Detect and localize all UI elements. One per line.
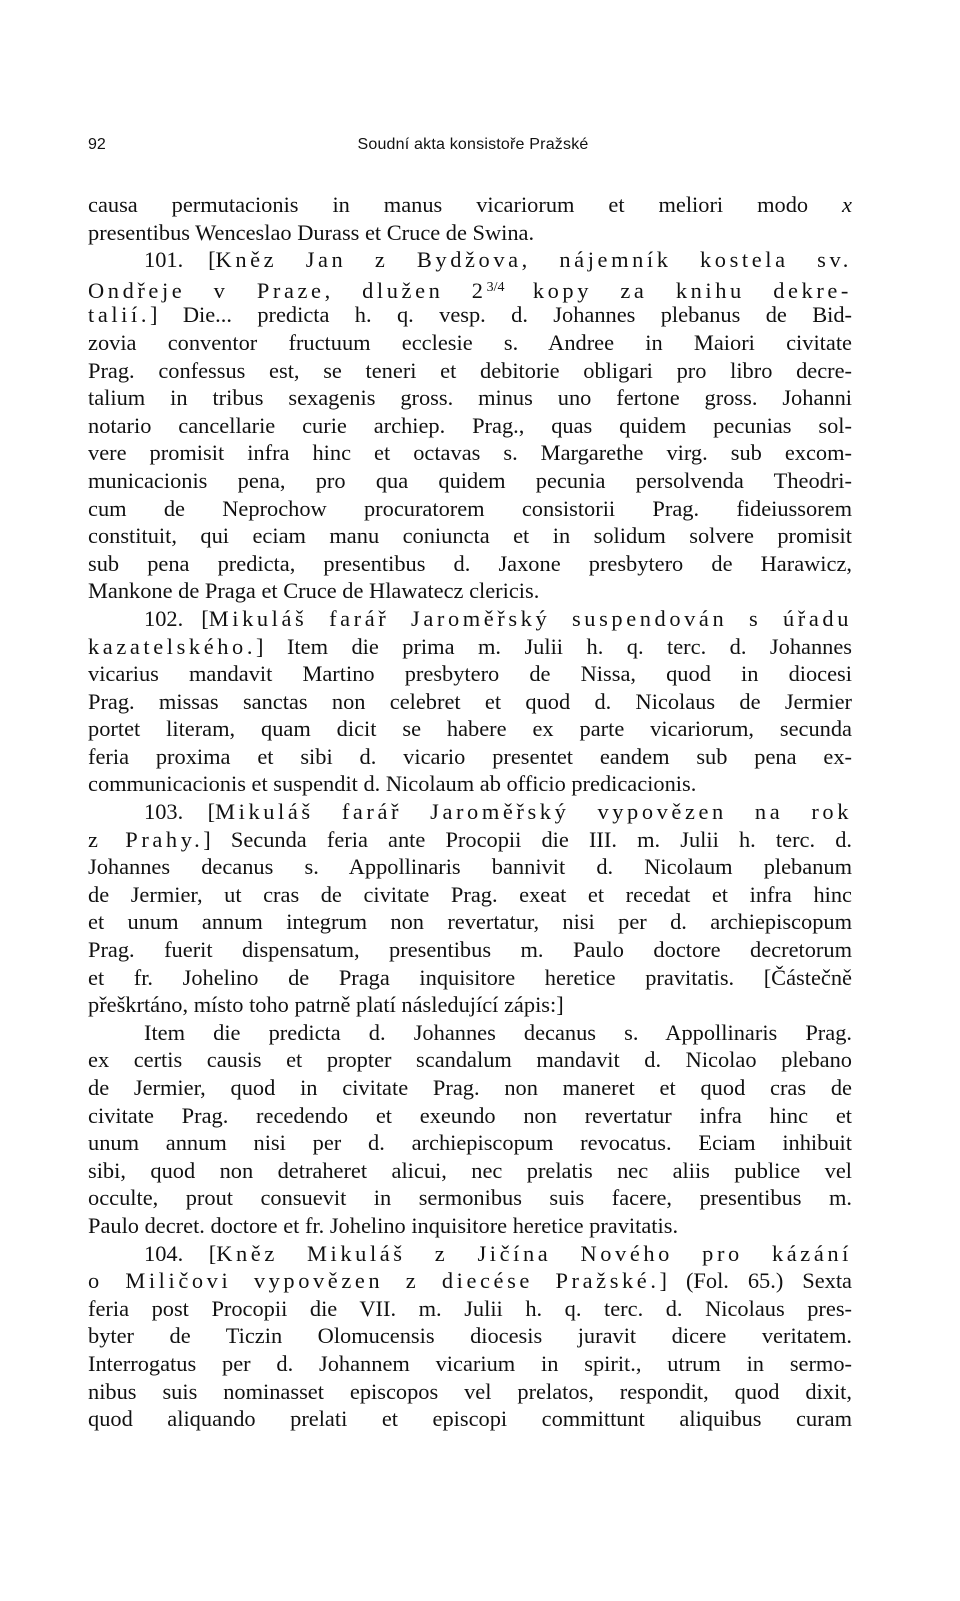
text-line: occulte, prout consuevit in sermonibus suis facere, presentibus m. xyxy=(88,1185,852,1211)
text-line: cum de Neprochow procuratorem consistorii Prag. fideiussorem xyxy=(88,495,852,521)
page-header xyxy=(88,136,858,162)
text-line: de Jermier, ut cras de civitate Prag. exeat et recedat et infra hinc xyxy=(88,881,852,907)
text-line: Ondřeje v Praze, dlužen $2^{3/4}$ kopy za knihu dekre- xyxy=(88,277,852,303)
text-line: sibi, quod non detraheret alicui, nec prelatis nec aliis publice vel xyxy=(88,1157,852,1183)
text-line: civitate Prag. recedendo et exeundo non revertatur infra hinc et xyxy=(88,1102,852,1128)
text-line: talium in tribus sexagenis gross. minus uno fertone gross. Johanni xyxy=(88,385,852,411)
text-line: z Prahy.] Secunda feria ante Procopii die III. m. Julii h. terc. d. xyxy=(88,826,852,852)
text-line: o Miličovi vypovězen z diecése Pražské.] (Fol. 65.) Sexta xyxy=(88,1268,852,1294)
text-line: byter de Ticzin Olomucensis diocesis juravit dicere veritatem. xyxy=(88,1323,852,1349)
text-line: Interrogatus per d. Johannem vicarium in spirit., utrum in sermo- xyxy=(88,1350,852,1376)
entry-103-heading: 103. [Mikuláš farář Jaroměřský vypovězen na rok xyxy=(144,799,852,825)
text-line: notario cancellarie curie archiep. Prag., quas quidem pecunias sol- xyxy=(88,412,852,438)
text-line: communicacionis et suspendit d. Nicolaum ab officio predicacionis. xyxy=(88,771,697,797)
entry-101-heading: 101. [Kněz Jan z Bydžova, nájemník kostela sv. xyxy=(144,247,852,273)
entry-102-heading: 102. [Mikuláš farář Jaroměřský suspendován s úřadu xyxy=(144,605,852,631)
text-line: portet literam, quam dicit se habere ex parte vicariorum, secunda xyxy=(88,716,852,742)
text-line: Paulo decret. doctore et fr. Johelino inquisitore heretice pravitatis. xyxy=(88,1212,679,1238)
text-line: kazatelského.] Item die prima m. Julii h. q. terc. d. Johannes xyxy=(88,633,852,659)
page-number: 92 xyxy=(88,136,106,153)
text-line: feria proxima et sibi d. vicario presentet eandem sub pena ex- xyxy=(88,743,852,769)
text-line: Prag. missas sanctas non celebret et quod d. Nicolaus de Jermier xyxy=(88,688,852,714)
text-line: vicarius mandavit Martino presbytero de Nissa, quod in diocesi xyxy=(88,661,852,687)
text-line: Mankone de Praga et Cruce de Hlawatecz clericis. xyxy=(88,578,540,604)
text-line: municacionis pena, pro qua quidem pecunia persolvenda Theodri- xyxy=(88,467,852,493)
text-line: Prag. confessus est, se teneri et debitorie obligari pro libro decre- xyxy=(88,357,852,383)
text-line: Item die predicta d. Johannes decanus s. Appollinaris Prag. xyxy=(144,1019,852,1045)
text-line: presentibus Wenceslao Durass et Cruce de Swina. xyxy=(88,219,535,245)
text-line: constituit, qui eciam manu coniuncta et in solidum solvere promisit xyxy=(88,523,852,549)
text-line: přeškrtáno, místo toho patrně platí následující zápis:] xyxy=(88,992,564,1018)
text-line: de Jermier, quod in civitate Prag. non maneret et quod cras de xyxy=(88,1075,852,1100)
running-head: Soudní akta konsistoře Pražské xyxy=(357,136,589,153)
text-line: unum annum nisi per d. archiepiscopum revocatus. Eciam inhibuit xyxy=(88,1130,852,1156)
text-line: et unum annum integrum non revertatur, nisi per d. archiepiscopum xyxy=(88,909,852,935)
text-line: nibus suis nominasset episcopos vel prelatos, respondit, quod dixit, xyxy=(88,1378,852,1404)
text-line: vere promisit infra hinc et octavas s. Margarethe virg. sub excom- xyxy=(88,440,852,466)
text-line: Prag. fuerit dispensatum, presentibus m. Paulo doctore decretorum xyxy=(88,937,852,963)
text-line: feria post Procopii die VII. m. Julii h. q. terc. d. Nicolaus pres- xyxy=(88,1295,852,1321)
text-line: Johannes decanus s. Appollinaris bannivit d. Nicolaum plebanum xyxy=(88,854,852,880)
body-text xyxy=(88,191,852,1433)
text-line: sub pena predicta, presentibus d. Jaxone presbytero de Harawicz, xyxy=(88,550,852,576)
text-line: zovia conventor fructuum ecclesie s. Andree in Maiori civitate xyxy=(88,329,852,355)
text-line: causa permutacionis in manus vicariorum et meliori modo x xyxy=(88,192,852,217)
variable-x: x xyxy=(842,192,852,217)
entry-104-heading: 104. [Kněz Mikuláš z Jičína Nového pro kázání xyxy=(144,1240,852,1266)
fraction: 3/4 xyxy=(486,279,505,295)
text-line: et fr. Johelino de Praga inquisitore heretice pravitatis. [Částečně xyxy=(88,964,852,990)
text-line: talií.] Die... predicta h. q. vesp. d. Johannes plebanus de Bid- xyxy=(88,302,852,328)
text-line: ex certis causis et propter scandalum mandavit d. Nicolao plebano xyxy=(88,1047,852,1073)
text-line: quod aliquando prelati et episcopi committunt aliquibus curam xyxy=(88,1406,852,1432)
